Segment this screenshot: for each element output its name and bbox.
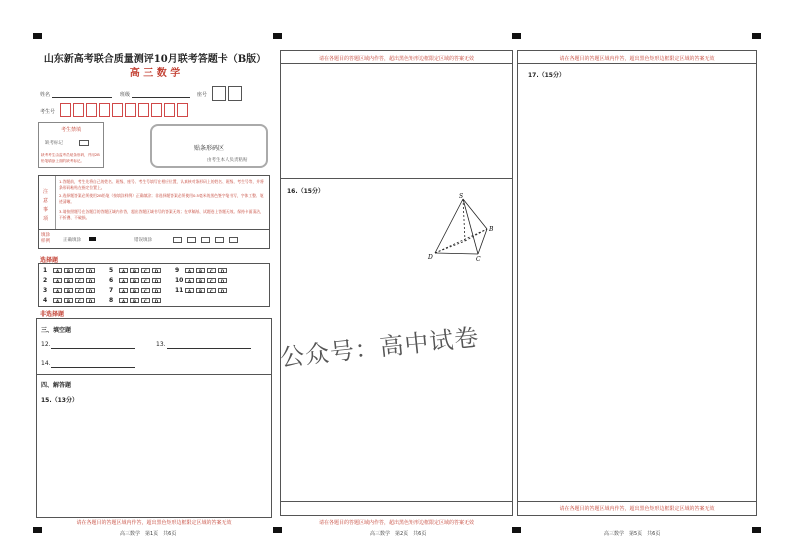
mcq-question-number: 11 bbox=[175, 287, 184, 294]
wrong-fill-sample bbox=[187, 237, 196, 243]
sheet-title: 山东新高考联合质量测评10月联考答题卡（B版） bbox=[43, 54, 267, 65]
exam-no-label: 考生号 bbox=[40, 109, 56, 115]
mcq-option-c-bubble[interactable]: C bbox=[141, 278, 150, 283]
notes-item: 1.答题前，考生先将自己的姓名、班级、座号、考生号填写在相应位置，认真核对条形码上的姓名、班级、考生号等，并将条形码粘贴在指定位置上。 bbox=[59, 179, 264, 190]
name-field[interactable] bbox=[52, 97, 112, 98]
registration-mark bbox=[512, 33, 521, 39]
page-1 bbox=[0, 0, 280, 538]
seat-box[interactable] bbox=[212, 86, 226, 101]
mcq-question-number: 10 bbox=[175, 277, 184, 284]
exam-no-cell[interactable] bbox=[164, 103, 175, 117]
vertex-c-label: C bbox=[476, 256, 481, 261]
mcq-option-a-bubble[interactable]: A bbox=[119, 298, 128, 303]
boundary-warning: 请在各题目的答题区域内作答，超出黑色矩形边框限定区域的答案无效 bbox=[318, 56, 474, 62]
mcq-question-3 bbox=[43, 287, 97, 294]
mcq-option-a-bubble[interactable]: A bbox=[185, 278, 194, 283]
class-label: 班级 bbox=[120, 92, 131, 98]
exam-no-cell[interactable] bbox=[125, 103, 136, 117]
mcq-question-2 bbox=[43, 277, 97, 284]
mcq-option-b-bubble[interactable]: B bbox=[130, 268, 139, 273]
registration-mark bbox=[512, 527, 521, 533]
wrong-fill-sample bbox=[215, 237, 224, 243]
mcq-option-c-bubble[interactable]: C bbox=[207, 278, 216, 283]
mcq-option-b-bubble[interactable]: B bbox=[130, 278, 139, 283]
exam-no-cell[interactable] bbox=[112, 103, 123, 117]
registration-mark bbox=[752, 527, 761, 533]
mcq-question-8 bbox=[109, 297, 163, 304]
mcq-question-number: 1 bbox=[43, 267, 48, 274]
notes-side-label: 注意事项 bbox=[43, 189, 49, 222]
barcode-area bbox=[150, 124, 268, 168]
mcq-option-d-bubble[interactable]: D bbox=[86, 268, 95, 273]
notes-box bbox=[38, 175, 270, 249]
answer-area-page3 bbox=[517, 50, 757, 516]
mcq-question-6 bbox=[109, 277, 163, 284]
mcq-option-b-bubble[interactable]: B bbox=[196, 268, 205, 273]
seat-box[interactable] bbox=[228, 86, 242, 101]
mcq-option-c-bubble[interactable]: C bbox=[141, 298, 150, 303]
mcq-question-7 bbox=[109, 287, 163, 294]
barcode-area-note: 由考生本人负责粘贴 bbox=[207, 158, 248, 163]
mcq-question-number: 7 bbox=[109, 287, 114, 294]
q13-label: 13. bbox=[156, 341, 166, 348]
q15-label: 15.（13分） bbox=[41, 397, 78, 404]
barcode-area-label: 贴条形码区 bbox=[193, 145, 224, 152]
mcq-option-a-bubble[interactable]: A bbox=[119, 268, 128, 273]
mcq-option-b-bubble[interactable]: B bbox=[64, 288, 73, 293]
mcq-option-a-bubble[interactable]: A bbox=[119, 278, 128, 283]
boundary-warning: 请在各题目的答题区域内作答，超出黑色矩形边框限定区域的答案无效 bbox=[559, 506, 715, 512]
staff-only-title: 考生禁填 bbox=[60, 127, 81, 133]
mcq-question-4 bbox=[43, 297, 97, 304]
vertex-s-label: S bbox=[459, 193, 464, 200]
mcq-option-d-bubble[interactable]: D bbox=[152, 288, 161, 293]
mcq-option-a-bubble[interactable]: A bbox=[185, 288, 194, 293]
mcq-box bbox=[38, 263, 270, 307]
mcq-option-b-bubble[interactable]: B bbox=[130, 288, 139, 293]
mcq-option-c-bubble[interactable]: C bbox=[75, 298, 84, 303]
mcq-question-number: 4 bbox=[43, 297, 48, 304]
wrong-fill-sample bbox=[229, 237, 238, 243]
boundary-warning: 请在各题目的答题区域内作答，超出黑色矩形边框限定区域的答案无效 bbox=[76, 520, 232, 526]
notes-item: 2.选择题答案必须使用2B铅笔（按填涂样例）正确填涂；非选择题答案必须使用0.5毫米的黑色签字笔书写，字体工整、笔迹清晰。 bbox=[59, 193, 264, 204]
mcq-option-d-bubble[interactable]: D bbox=[86, 288, 95, 293]
exam-no-cell[interactable] bbox=[99, 103, 110, 117]
mcq-question-1 bbox=[43, 267, 97, 274]
staff-only-box bbox=[38, 122, 104, 168]
mcq-question-10 bbox=[175, 277, 229, 284]
wrong-fill-label: 错误填涂 bbox=[134, 238, 152, 243]
absent-mark-box[interactable] bbox=[79, 140, 89, 146]
notes-item: 3.请按照题号在各题目的答题区域内作答，超出答题区域书写的答案无效；在草稿纸、试题卷上答题无效。保持卡面清洁，不折叠、不破损。 bbox=[59, 209, 264, 220]
mcq-option-d-bubble[interactable]: D bbox=[152, 278, 161, 283]
absent-note: 缺考考生由监考员贴条形码，并用2B铅笔填涂上面的缺考标记。 bbox=[41, 153, 100, 163]
mcq-option-c-bubble[interactable]: C bbox=[141, 268, 150, 273]
correct-fill-sample bbox=[89, 237, 96, 241]
mcq-option-d-bubble[interactable]: D bbox=[152, 268, 161, 273]
mcq-option-a-bubble[interactable]: A bbox=[53, 288, 62, 293]
mcq-option-c-bubble[interactable]: C bbox=[75, 288, 84, 293]
section3-title: 三、填空题 bbox=[41, 327, 72, 334]
exam-no-cell[interactable] bbox=[138, 103, 149, 117]
mcq-option-d-bubble[interactable]: D bbox=[218, 288, 227, 293]
mcq-question-number: 2 bbox=[43, 277, 48, 284]
absent-label: 缺考标记 bbox=[45, 141, 63, 146]
mcq-question-9 bbox=[175, 267, 229, 274]
name-label: 姓名 bbox=[40, 92, 51, 98]
q12-label: 12. bbox=[41, 341, 51, 348]
q12-answer-line[interactable] bbox=[51, 348, 135, 349]
page-footer: 高三数学 第5页 共6页 bbox=[604, 531, 661, 537]
registration-mark bbox=[752, 33, 761, 39]
mcq-section-title: 选择题 bbox=[40, 257, 59, 264]
wrong-fill-sample bbox=[173, 237, 182, 243]
mcq-option-a-bubble[interactable]: A bbox=[53, 268, 62, 273]
exam-no-cell[interactable] bbox=[177, 103, 188, 117]
boundary-warning: 请在各题目的答题区域内作答，超出黑色矩形边框限定区域的答案无效 bbox=[559, 56, 715, 62]
mcq-option-d-bubble[interactable]: D bbox=[86, 298, 95, 303]
mcq-option-c-bubble[interactable]: C bbox=[75, 278, 84, 283]
answer-area-page1 bbox=[36, 318, 272, 518]
mcq-question-number: 6 bbox=[109, 277, 114, 284]
pyramid-figure bbox=[425, 191, 500, 261]
vertex-b-label: B bbox=[489, 226, 494, 233]
mcq-question-number: 5 bbox=[109, 267, 114, 274]
mcq-option-c-bubble[interactable]: C bbox=[75, 268, 84, 273]
exam-no-cell[interactable] bbox=[73, 103, 84, 117]
seat-label: 座号 bbox=[197, 92, 208, 98]
q14-answer-line[interactable] bbox=[51, 367, 135, 368]
correct-fill-label: 正确填涂 bbox=[63, 238, 81, 243]
section4-title: 四、解答题 bbox=[41, 382, 72, 389]
mcq-question-5 bbox=[109, 267, 163, 274]
q14-label: 14. bbox=[41, 360, 51, 367]
mcq-option-b-bubble[interactable]: B bbox=[196, 278, 205, 283]
answer-area-page2 bbox=[280, 50, 513, 516]
mcq-question-number: 9 bbox=[175, 267, 180, 274]
mcq-option-d-bubble[interactable]: D bbox=[152, 298, 161, 303]
q16-label: 16.（15分） bbox=[287, 188, 324, 195]
non-mcq-section-title: 非选择题 bbox=[40, 311, 65, 318]
mcq-option-c-bubble[interactable]: C bbox=[207, 268, 216, 273]
mcq-question-number: 3 bbox=[43, 287, 48, 294]
q13-answer-line[interactable] bbox=[167, 348, 251, 349]
mcq-question-11 bbox=[175, 287, 229, 294]
mcq-question-number: 8 bbox=[109, 297, 114, 304]
exam-no-cell[interactable] bbox=[151, 103, 162, 117]
mcq-option-a-bubble[interactable]: A bbox=[185, 268, 194, 273]
mcq-option-b-bubble[interactable]: B bbox=[64, 268, 73, 273]
mcq-option-d-bubble[interactable]: D bbox=[86, 278, 95, 283]
watermark: 公众号：高中试卷 bbox=[278, 323, 481, 372]
vertex-d-label: D bbox=[428, 254, 433, 261]
mcq-option-a-bubble[interactable]: A bbox=[53, 298, 62, 303]
wrong-fill-sample bbox=[201, 237, 210, 243]
exam-no-cell[interactable] bbox=[86, 103, 97, 117]
class-field[interactable] bbox=[132, 97, 190, 98]
mcq-option-b-bubble[interactable]: B bbox=[196, 288, 205, 293]
subject-title: 高 三 数 学 bbox=[129, 68, 181, 79]
page-footer: 高三数学 第2页 共6页 bbox=[370, 531, 427, 537]
mcq-option-a-bubble[interactable]: A bbox=[53, 278, 62, 283]
mcq-option-b-bubble[interactable]: B bbox=[64, 298, 73, 303]
mcq-option-d-bubble[interactable]: D bbox=[218, 268, 227, 273]
mcq-option-d-bubble[interactable]: D bbox=[218, 278, 227, 283]
page-footer: 高三数学 第1页 共6页 bbox=[120, 531, 177, 537]
exam-no-cell[interactable] bbox=[60, 103, 71, 117]
fill-sample-label: 填涂样例 bbox=[41, 233, 50, 244]
mcq-option-c-bubble[interactable]: C bbox=[207, 288, 216, 293]
mcq-option-b-bubble[interactable]: B bbox=[130, 298, 139, 303]
mcq-option-b-bubble[interactable]: B bbox=[64, 278, 73, 283]
mcq-option-a-bubble[interactable]: A bbox=[119, 288, 128, 293]
q17-label: 17.（15分） bbox=[528, 72, 565, 79]
boundary-warning: 请在各题目的答题区域内作答，超出黑色矩形边框限定区域的答案无效 bbox=[318, 520, 474, 526]
mcq-option-c-bubble[interactable]: C bbox=[141, 288, 150, 293]
